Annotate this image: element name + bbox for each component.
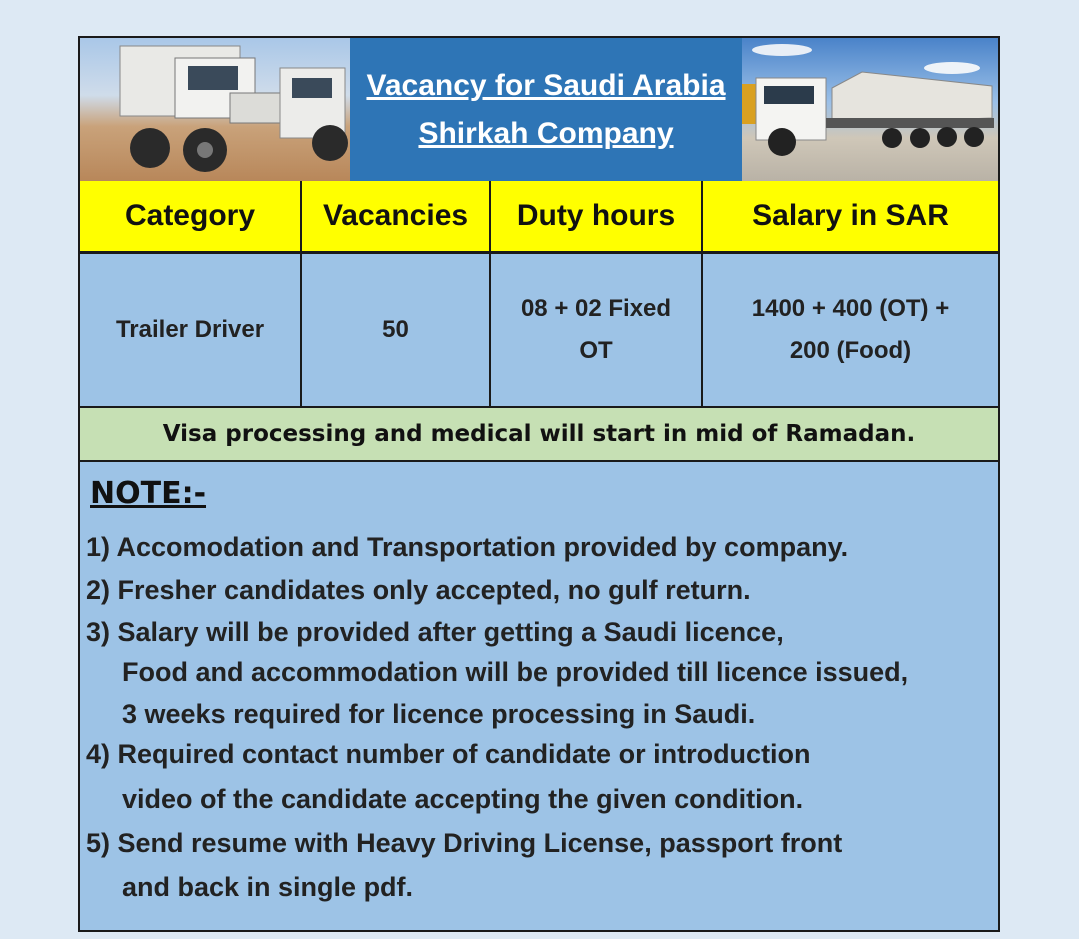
column-header-duty-hours: Duty hours: [489, 181, 701, 251]
column-header-salary: Salary in SAR: [701, 181, 998, 251]
note-line: Food and accommodation will be provided till licence issued,: [122, 657, 909, 687]
dump-truck-photo-left: [80, 38, 350, 181]
title-line-1: Vacancy for Saudi Arabia: [366, 68, 726, 102]
note-line: 5) Send resume with Heavy Driving License, passport front: [86, 828, 843, 858]
vacancy-poster: [78, 36, 1000, 932]
duty-hours-line-1: 08 + 02 Fixed: [520, 295, 672, 322]
cell-duty-hours: [489, 254, 701, 406]
salary-line-2: 200 (Food): [789, 337, 912, 364]
salary-line-1: 1400 + 400 (OT) +: [751, 295, 950, 322]
note-line: video of the candidate accepting the given condition.: [122, 784, 804, 814]
note-line: 3) Salary will be provided after getting a Saudi licence,: [86, 617, 784, 647]
title-box: [350, 38, 742, 181]
note-line: 1) Accomodation and Transportation provided by company.: [86, 532, 849, 562]
table-row: [80, 254, 998, 408]
cell-salary: [701, 254, 998, 406]
note-line: and back in single pdf.: [122, 872, 414, 902]
banner: [80, 38, 998, 183]
duty-hours-line-2: OT: [579, 337, 613, 364]
cell-category: Trailer Driver: [115, 316, 265, 343]
cell-vacancies: 50: [300, 254, 489, 406]
dump-truck-photo-right: [742, 38, 998, 181]
column-header-category: Category: [124, 199, 256, 232]
notes-title: NOTE:-: [90, 476, 207, 511]
note-line: 4) Required contact number of candidate or introduction: [86, 739, 811, 769]
column-header-vacancies: Vacancies: [300, 181, 489, 251]
note-line: 2) Fresher candidates only accepted, no gulf return.: [86, 575, 751, 605]
table-header-row: [80, 181, 998, 254]
title-line-2: Shirkah Company: [418, 116, 674, 150]
visa-notice: Visa processing and medical will start in mid of Ramadan.: [80, 408, 998, 462]
notes-section: [80, 464, 998, 930]
note-line: 3 weeks required for licence processing in Saudi.: [122, 699, 756, 729]
